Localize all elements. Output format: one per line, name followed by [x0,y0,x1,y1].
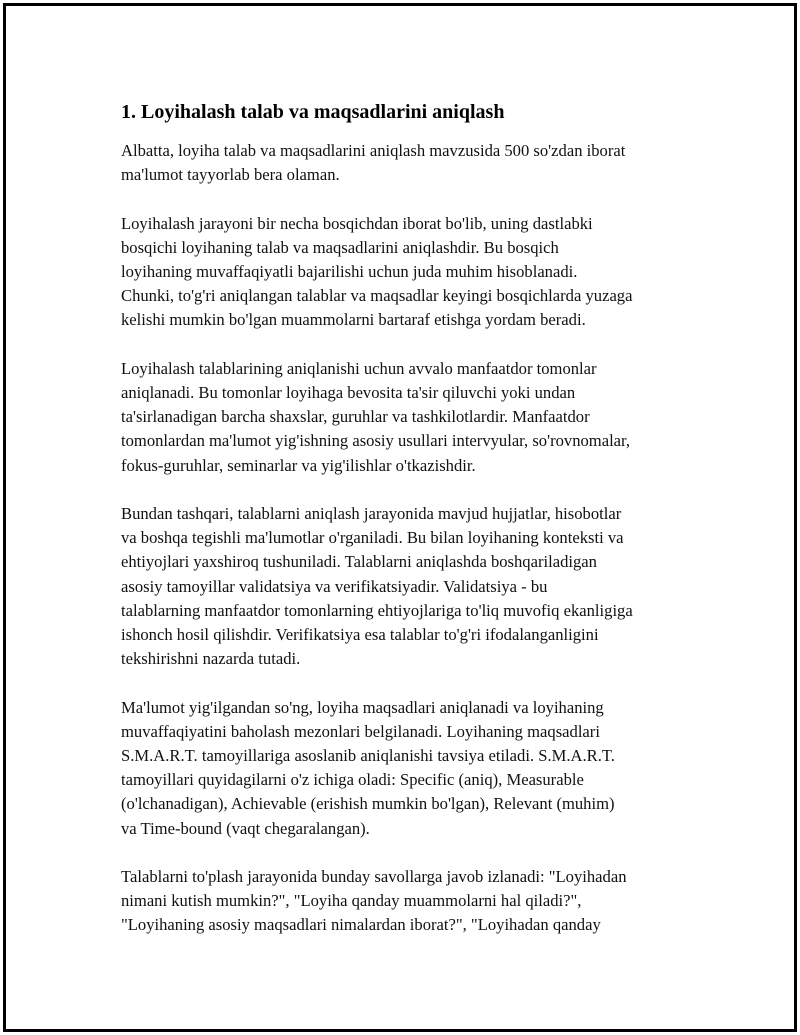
paragraph-line: ta'sirlanadigan barcha shaxslar, guruhlar va tashkilotlardir. Manfaatdor [121,407,590,427]
paragraph [121,357,701,478]
paragraph [121,139,701,187]
document-body [121,98,701,962]
paragraph-line: va Time-bound (vaqt chegaralangan). [121,818,370,838]
paragraph-line: Loyihalash jarayoni bir necha bosqichdan iborat bo'lib, uning dastlabki [121,213,593,233]
paragraph [121,212,701,333]
paragraph-line: Ma'lumot yig'ilgandan so'ng, loyiha maqsadlari aniqlanadi va loyihaning [121,697,604,717]
page-frame [3,3,797,1032]
paragraph-line: Chunki, to'g'ri aniqlangan talablar va maqsadlar keyingi bosqichlarda yuzaga [121,286,633,306]
paragraph [121,502,701,671]
paragraph-line: tekshirishni nazarda tutadi. [121,649,301,669]
paragraph [121,696,701,841]
paragraph-line: Albatta, loyiha talab va maqsadlarini aniqlash mavzusida 500 so'zdan iborat [121,141,626,160]
paragraph-line: aniqlanadi. Bu tomonlar loyihaga bevosita ta'sir qiluvchi yoki undan [121,383,576,402]
paragraph-line: tamoyillari quyidagilarni o'z ichiga oladi: Specific (aniq), Measurable [121,770,584,790]
paragraph-line: ehtiyojlari yaxshiroq tushuniladi. Talablarni aniqlashda boshqariladigan [121,552,597,572]
paragraph-line: talablarning manfaatdor tomonlarning ehtiyojlariga to'liq muvofiq ekanligiga [121,600,633,620]
paragraph-line: fokus-guruhlar, seminarlar va yig'ilishlar o'tkazishdir. [121,455,476,475]
paragraph-line: tomonlardan ma'lumot yig'ishning asosiy usullari intervyular, so'rovnomalar, [121,431,631,451]
paragraph-line: Talablarni to'plash jarayonida bunday savollarga javob izlanadi: "Loyihadan [121,867,627,887]
paragraph-line: Loyihalash talablarining aniqlanishi uchun avvalo manfaatdor tomonlar [121,358,597,378]
document-title: 1. Loyihalash talab va maqsadlarini aniqlash [121,101,505,123]
paragraph-line: "Loyihaning asosiy maqsadlari nimalardan iborat?", "Loyihadan qanday [121,915,601,935]
paragraph-line: (o'lchanadigan), Achievable (erishish mumkin bo'lgan), Relevant (muhim) [121,794,615,814]
paragraph-line: muvaffaqiyatini baholash mezonlari belgilanadi. Loyihaning maqsadlari [121,721,600,741]
paragraph-line: loyihaning muvaffaqiyatli bajarilishi uchun juda muhim hisoblanadi. [121,262,578,281]
paragraph-line: bosqichi loyihaning talab va maqsadlarini aniqlashdir. Bu bosqich [121,237,559,257]
paragraph-line: Bundan tashqari, talablarni aniqlash jarayonida mavjud hujjatlar, hisobotlar [121,504,622,523]
paragraph [121,865,701,938]
paragraph-line: ishonch hosil qilishdir. Verifikatsiya esa talablar to'g'ri ifodalanganligini [121,625,599,645]
paragraph-line: nimani kutish mumkin?", "Loyiha qanday muammolarni hal qiladi?", [121,891,582,911]
paragraph-line: asosiy tamoyillar validatsiya va verifikatsiyadir. Validatsiya - bu [121,576,548,596]
paragraph-line: va boshqa tegishli ma'lumotlar o'rganiladi. Bu bilan loyihaning konteksti va [121,528,624,548]
paragraph-line: kelishi mumkin bo'lgan muammolarni bartaraf etishga yordam beradi. [121,310,586,330]
paragraph-line: S.M.A.R.T. tamoyillariga asoslanib aniqlanishi tavsiya etiladi. S.M.A.R.T. [121,746,615,766]
paragraph-list [121,139,701,938]
paragraph-line: ma'lumot tayyorlab bera olaman. [121,165,340,185]
